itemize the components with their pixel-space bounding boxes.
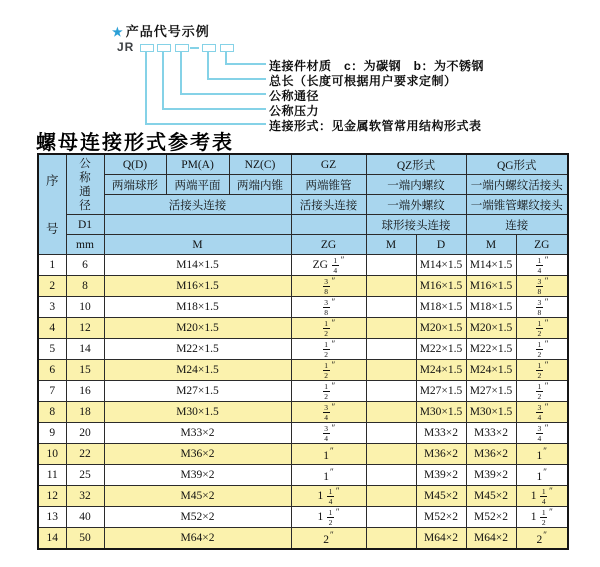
table-cell (516, 276, 568, 297)
table-row (38, 528, 568, 550)
table-cell: 2″ (516, 528, 568, 550)
table-cell: M22×1.5 (466, 339, 516, 360)
table-row (38, 318, 568, 339)
table-cell: M33×2 (466, 423, 516, 444)
fraction: $\frac{3}{8}$ (324, 297, 328, 317)
inch-mark: ″ (331, 276, 336, 287)
table-cell: M64×2 (466, 528, 516, 550)
table-row (38, 339, 568, 360)
fraction: $\frac{1}{2}$ (324, 318, 328, 338)
row-index-cell: 4 (38, 318, 66, 339)
table-cell (366, 402, 416, 423)
table-cell (516, 423, 568, 444)
row-index-cell: 14 (38, 528, 66, 550)
header-cell-blank (104, 215, 291, 235)
row-index-cell: 12 (38, 486, 66, 507)
inch-mark: ″ (543, 467, 547, 477)
fraction: $\frac{1}{2}$ (541, 507, 546, 527)
table-cell: M18×1.5 (104, 297, 291, 318)
connector-line (145, 51, 147, 123)
header-cell-seq: 序号 (38, 154, 66, 255)
label-total-length: 总长（长度可根据用户要求定制） (269, 74, 457, 88)
inch-mark: ″ (335, 507, 340, 518)
header-cell-qz-desc: 一端内螺纹 (366, 175, 466, 195)
table-cell: 1 $\frac{1}{2}$ ″ (291, 507, 366, 528)
table-row (38, 486, 568, 507)
table-cell: M36×2 (104, 444, 291, 465)
table-row (38, 423, 568, 444)
table-row (38, 444, 568, 465)
table-cell (291, 297, 366, 318)
inch-mark: ″ (543, 530, 547, 540)
code-box-1 (140, 44, 154, 52)
header-cell-q-desc: 两端球形 (104, 175, 166, 195)
fraction: $\frac{1}{2}$ (537, 339, 542, 359)
table-cell: M20×1.5 (416, 318, 466, 339)
header-cell-ball-conn: 球形接头连接 (366, 215, 466, 235)
table-cell (366, 507, 416, 528)
table-cell (366, 423, 416, 444)
code-box-2 (157, 44, 171, 52)
table-cell (366, 528, 416, 550)
header-cell-qg-m: M (466, 235, 516, 255)
table-cell: 32 (66, 486, 104, 507)
inch-mark: ″ (330, 446, 334, 456)
table-body (38, 255, 568, 550)
header-cell-qg: QG形式 (466, 154, 568, 175)
connector-line (225, 51, 227, 63)
row-index-cell: 10 (38, 444, 66, 465)
row-index-cell: 2 (38, 276, 66, 297)
table-cell: M27×1.5 (416, 381, 466, 402)
table-cell (291, 360, 366, 381)
table-cell: M27×1.5 (466, 381, 516, 402)
header-cell-pm: PM(A) (166, 154, 229, 175)
inch-mark: ″ (331, 297, 336, 308)
nut-connection-table-wrap (37, 153, 569, 550)
fraction: $\frac{1}{2}$ (537, 318, 542, 338)
table-cell (366, 486, 416, 507)
table-cell: M22×1.5 (104, 339, 291, 360)
header-row-1 (38, 154, 568, 175)
table-cell: M30×1.5 (104, 402, 291, 423)
row-index-cell: 3 (38, 297, 66, 318)
table-cell: 1″ (291, 444, 366, 465)
table-row (38, 465, 568, 486)
connector-line (180, 51, 182, 93)
header-cell-qg-desc: 一端内螺纹活接头 (466, 175, 568, 195)
inch-mark: ″ (331, 318, 336, 329)
table-cell: 15 (66, 360, 104, 381)
inch-mark: ″ (331, 381, 336, 392)
connector-line (207, 51, 209, 78)
label-nominal-pressure: 公称压力 (269, 104, 320, 118)
table-row (38, 297, 568, 318)
table-cell: M36×2 (416, 444, 466, 465)
header-cell-gz-union-conn: 活接头连接 (291, 195, 366, 215)
table-cell: M33×2 (104, 423, 291, 444)
header-row-3 (38, 195, 568, 215)
table-cell: 8 (66, 276, 104, 297)
table-cell: M16×1.5 (104, 276, 291, 297)
header-row-4 (38, 215, 568, 235)
header-cell-pm-desc: 两端平面 (166, 175, 229, 195)
connector-line (180, 93, 266, 95)
table-cell: 1 $\frac{1}{2}$ ″ (516, 507, 568, 528)
table-row (38, 507, 568, 528)
inch-mark: ″ (544, 255, 549, 266)
table-cell (366, 465, 416, 486)
fraction: $\frac{3}{4}$ (324, 423, 328, 443)
fraction: $\frac{1}{4}$ (333, 255, 338, 275)
table-cell (366, 360, 416, 381)
row-index-cell: 11 (38, 465, 66, 486)
inch-mark: ″ (544, 381, 549, 392)
connector-line (145, 123, 266, 125)
table-cell: 20 (66, 423, 104, 444)
table-row (38, 276, 568, 297)
row-index-cell: 8 (38, 402, 66, 423)
table-cell (516, 402, 568, 423)
table-cell: M45×2 (416, 486, 466, 507)
table-cell (291, 318, 366, 339)
table-cell: 14 (66, 339, 104, 360)
table-cell: M45×2 (466, 486, 516, 507)
table-cell: M20×1.5 (466, 318, 516, 339)
table-cell: M16×1.5 (416, 276, 466, 297)
header-cell-nz: NZ(C) (229, 154, 291, 175)
table-cell: 22 (66, 444, 104, 465)
header-cell-qz-desc2: 一端外螺纹 (366, 195, 466, 215)
table-cell (366, 318, 416, 339)
table-cell (516, 318, 568, 339)
table-cell: M27×1.5 (104, 381, 291, 402)
row-index-cell: 6 (38, 360, 66, 381)
table-cell (291, 276, 366, 297)
header-cell-q: Q(D) (104, 154, 166, 175)
inch-mark: ″ (331, 402, 336, 413)
header-cell-nz-desc: 两端内锥 (229, 175, 291, 195)
table-row (38, 402, 568, 423)
table-head (38, 154, 568, 255)
fraction: $\frac{3}{8}$ (537, 276, 542, 296)
inch-mark: ″ (544, 318, 549, 329)
table-cell: 40 (66, 507, 104, 528)
diagram-heading-text: 产品代号示例 (125, 24, 210, 39)
table-cell (366, 297, 416, 318)
inch-mark: ″ (549, 486, 553, 497)
label-nominal-diameter: 公称通径 (269, 89, 320, 103)
table-cell: M24×1.5 (104, 360, 291, 381)
fraction: $\frac{1}{2}$ (537, 360, 542, 380)
inch-mark: ″ (544, 276, 549, 287)
table-cell: 10 (66, 297, 104, 318)
table-cell: 1″ (516, 465, 568, 486)
fraction: $\frac{1}{4}$ (541, 486, 546, 506)
inch-mark: ″ (335, 486, 340, 497)
fraction: $\frac{3}{4}$ (537, 423, 542, 443)
header-row-5 (38, 235, 568, 255)
code-box-5 (220, 44, 234, 52)
table-cell (291, 402, 366, 423)
connector-line (207, 78, 266, 80)
table-cell: M36×2 (466, 444, 516, 465)
inch-mark: ″ (331, 339, 336, 350)
header-cell-nominal-diameter: 公称通径 (66, 154, 104, 215)
table-cell: M52×2 (466, 507, 516, 528)
header-row-2 (38, 175, 568, 195)
table-cell (516, 339, 568, 360)
table-cell: M30×1.5 (466, 402, 516, 423)
table-cell (366, 339, 416, 360)
table-cell: 1 $\frac{1}{4}$ ″ (516, 486, 568, 507)
code-dash (190, 47, 199, 49)
table-cell: M45×2 (104, 486, 291, 507)
fraction: $\frac{3}{4}$ (324, 402, 328, 422)
inch-mark: ″ (543, 446, 547, 456)
inch-mark: ″ (544, 423, 549, 434)
table-cell (291, 339, 366, 360)
fraction: $\frac{1}{2}$ (324, 360, 328, 380)
table-cell: ZG $\frac{1}{4}$ ″ (291, 255, 366, 276)
table-cell: M18×1.5 (466, 297, 516, 318)
header-cell-conn: 连接 (466, 215, 568, 235)
star-icon: ★ (112, 25, 124, 39)
header-cell-gz: GZ (291, 154, 366, 175)
table-cell: 1″ (516, 444, 568, 465)
table-cell: M64×2 (104, 528, 291, 550)
inch-mark: ″ (331, 360, 336, 371)
code-box-4 (202, 44, 216, 52)
table-cell: M52×2 (104, 507, 291, 528)
table-cell: M52×2 (416, 507, 466, 528)
connector-line (225, 63, 266, 65)
row-index-cell: 9 (38, 423, 66, 444)
header-cell-mm: mm (66, 235, 104, 255)
header-cell-qg-desc2: 一端锥管螺纹接头 (466, 195, 568, 215)
table-row (38, 360, 568, 381)
table-cell (516, 381, 568, 402)
connector-line (162, 51, 164, 108)
fraction: $\frac{3}{4}$ (537, 402, 542, 422)
table-cell: M30×1.5 (416, 402, 466, 423)
table-cell: M14×1.5 (104, 255, 291, 276)
table-cell: M18×1.5 (416, 297, 466, 318)
inch-mark: ″ (544, 297, 549, 308)
table-cell (516, 297, 568, 318)
fraction: $\frac{1}{4}$ (537, 255, 542, 275)
header-cell-m: M (104, 235, 291, 255)
header-cell-qz: QZ形式 (366, 154, 466, 175)
fraction: $\frac{1}{2}$ (324, 381, 328, 401)
table-cell: 1 $\frac{1}{4}$ ″ (291, 486, 366, 507)
table-cell (516, 255, 568, 276)
row-index-cell: 7 (38, 381, 66, 402)
fraction: $\frac{1}{2}$ (328, 507, 333, 527)
table-cell: M39×2 (416, 465, 466, 486)
table-cell: M22×1.5 (416, 339, 466, 360)
table-cell (366, 444, 416, 465)
label-connection-form: 连接形式：见金属软管常用结构形式表 (269, 119, 482, 133)
inch-mark: ″ (340, 255, 345, 266)
table-cell: 18 (66, 402, 104, 423)
inch-mark: ″ (331, 423, 336, 434)
label-material: 连接件材质 c：为碳钢 b：为不锈钢 (269, 59, 485, 73)
header-cell-gz-desc: 两端锥管 (291, 175, 366, 195)
inch-mark: ″ (544, 402, 549, 413)
code-box-3 (175, 44, 189, 52)
table-cell: 50 (66, 528, 104, 550)
table-cell (366, 276, 416, 297)
table-cell: 6 (66, 255, 104, 276)
table-cell: M16×1.5 (466, 276, 516, 297)
table-cell: M64×2 (416, 528, 466, 550)
header-cell-qg-zg: ZG (516, 235, 568, 255)
inch-mark: ″ (330, 467, 334, 477)
table-cell: 16 (66, 381, 104, 402)
row-index-cell: 1 (38, 255, 66, 276)
table-cell: M14×1.5 (466, 255, 516, 276)
table-cell: 12 (66, 318, 104, 339)
table-cell (291, 381, 366, 402)
table-row (38, 255, 568, 276)
fraction: $\frac{1}{2}$ (537, 381, 542, 401)
inch-mark: ″ (544, 360, 549, 371)
table-cell: M24×1.5 (416, 360, 466, 381)
inch-mark: ″ (330, 530, 334, 540)
table-cell (291, 423, 366, 444)
connector-line (162, 108, 266, 110)
table-cell: M39×2 (466, 465, 516, 486)
header-cell-qz-d: D (416, 235, 466, 255)
header-cell-zg: ZG (291, 235, 366, 255)
header-cell-qz-m: M (366, 235, 416, 255)
diagram-heading (112, 21, 210, 40)
table-row (38, 381, 568, 402)
row-index-cell: 13 (38, 507, 66, 528)
nut-connection-table (37, 153, 569, 550)
table-cell (516, 360, 568, 381)
fraction: $\frac{3}{8}$ (324, 276, 328, 296)
table-cell: 25 (66, 465, 104, 486)
inch-mark: ″ (544, 339, 549, 350)
product-code-prefix: JR (117, 40, 135, 54)
fraction: $\frac{3}{8}$ (537, 297, 542, 317)
table-cell: M33×2 (416, 423, 466, 444)
inch-mark: ″ (549, 507, 553, 518)
table-cell: 2″ (291, 528, 366, 550)
fraction: $\frac{1}{2}$ (324, 339, 328, 359)
table-cell: M20×1.5 (104, 318, 291, 339)
table-cell: M39×2 (104, 465, 291, 486)
table-cell (366, 381, 416, 402)
row-index-cell: 5 (38, 339, 66, 360)
table-title: 螺母连接形式参考表 (36, 130, 234, 154)
fraction: $\frac{1}{4}$ (328, 486, 333, 506)
table-cell (366, 255, 416, 276)
header-cell-union-conn: 活接头连接 (104, 195, 291, 215)
header-cell-blank (291, 215, 366, 235)
table-cell: M14×1.5 (416, 255, 466, 276)
table-cell: 1″ (291, 465, 366, 486)
table-cell: M24×1.5 (466, 360, 516, 381)
header-cell-d1: D1 (66, 215, 104, 235)
